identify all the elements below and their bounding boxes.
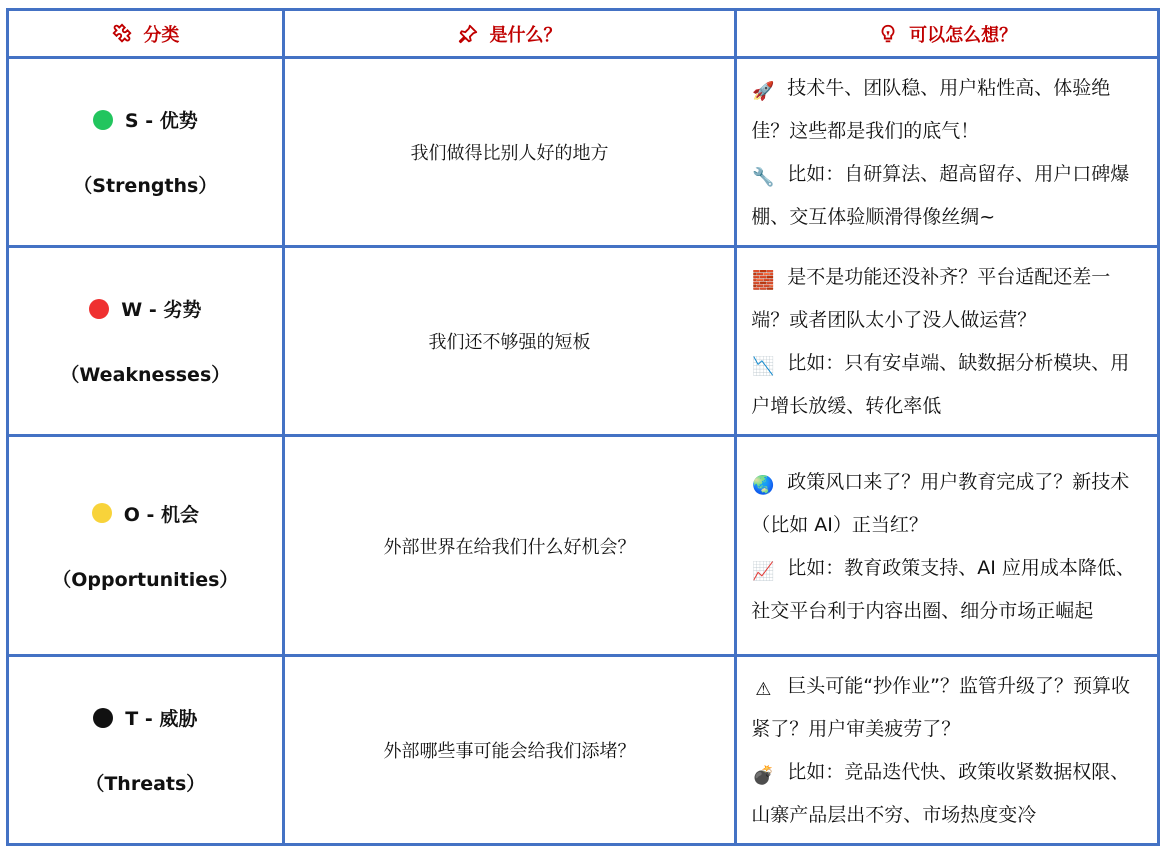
- globe-icon: 🌏: [752, 474, 775, 496]
- warning-icon: ⚠: [755, 679, 772, 700]
- idea-paragraph: [751, 67, 1147, 153]
- idea-paragraph: [751, 461, 1147, 547]
- lightbulb-icon: [877, 23, 899, 45]
- idea-paragraph: [751, 665, 1147, 751]
- think-cell: [736, 656, 1159, 845]
- category-cell: [8, 656, 284, 845]
- example-paragraph: [751, 547, 1147, 633]
- header-category: [8, 10, 284, 58]
- what-cell: 外部哪些事可能会给我们添堵？: [283, 656, 736, 845]
- think-cell: [736, 436, 1159, 656]
- category-title: O - 机会: [123, 503, 199, 526]
- category-cell: [8, 58, 284, 247]
- row-threats: [8, 656, 1159, 845]
- example-text: 比如：竞品迭代快、政策收紧数据权限、山寨产品层出不穷、市场热度变冷: [751, 761, 1130, 826]
- idea-text: 是不是功能还没补齐？平台适配还差一端？或者团队太小了没人做运营？: [751, 266, 1111, 331]
- black-circle-icon: [93, 708, 113, 728]
- green-circle-icon: [93, 110, 113, 130]
- idea-text: 巨头可能“抄作业”？监管升级了？预算收紧了？用户审美疲劳了？: [751, 675, 1130, 740]
- category-subtitle: （Weaknesses）: [60, 364, 231, 386]
- category-cell: [8, 247, 284, 436]
- header-think-label: 可以怎么想？: [909, 24, 1018, 46]
- think-cell: [736, 247, 1159, 436]
- category-title: W - 劣势: [121, 299, 202, 321]
- swot-table: [6, 8, 1160, 846]
- idea-paragraph: [751, 256, 1147, 342]
- row-weaknesses: [8, 247, 1159, 436]
- category-cell: [8, 436, 284, 656]
- category-title: T - 威胁: [125, 708, 198, 730]
- example-text: 比如：自研算法、超高留存、用户口碑爆棚、交互体验顺滑得像丝绸~: [751, 163, 1130, 228]
- what-cell: 我们还不够强的短板: [283, 247, 736, 436]
- chart-down-icon: 📉: [752, 356, 775, 377]
- think-cell: [736, 58, 1159, 247]
- category-subtitle: （Opportunities）: [52, 568, 239, 591]
- brick-icon: 🧱: [752, 270, 775, 291]
- row-strengths: [8, 58, 1159, 247]
- what-cell: 我们做得比别人好的地方: [283, 58, 736, 247]
- wrench-icon: 🔧: [752, 167, 775, 188]
- example-text: 比如：教育政策支持、AI 应用成本降低、社交平台利于内容出圈、细分市场正崛起: [751, 556, 1135, 622]
- row-opportunities: [8, 436, 1159, 656]
- pushpin-icon: [457, 23, 479, 45]
- chart-up-icon: 📈: [752, 560, 775, 582]
- yellow-circle-icon: [92, 503, 112, 523]
- category-subtitle: （Strengths）: [73, 175, 218, 197]
- category-subtitle: （Threats）: [85, 773, 206, 795]
- header-think: [736, 10, 1159, 58]
- category-title: S - 优势: [124, 110, 198, 132]
- what-cell: 外部世界在给我们什么好机会？: [283, 436, 736, 656]
- example-paragraph: [751, 342, 1147, 428]
- idea-text: 政策风口来了？用户教育完成了？新技术（比如 AI）正当红？: [751, 470, 1130, 536]
- puzzle-icon: [111, 23, 133, 45]
- bomb-icon: 💣: [752, 765, 775, 786]
- example-paragraph: [751, 751, 1147, 837]
- header-row: [8, 10, 1159, 58]
- example-paragraph: [751, 153, 1147, 239]
- red-circle-icon: [89, 299, 109, 319]
- header-what-label: 是什么？: [489, 24, 562, 46]
- rocket-icon: 🚀: [752, 81, 775, 102]
- idea-text: 技术牛、团队稳、用户粘性高、体验绝佳？这些都是我们的底气！: [751, 77, 1111, 142]
- example-text: 比如：只有安卓端、缺数据分析模块、用户增长放缓、转化率低: [751, 352, 1130, 417]
- header-category-label: 分类: [143, 24, 180, 46]
- header-what: [283, 10, 736, 58]
